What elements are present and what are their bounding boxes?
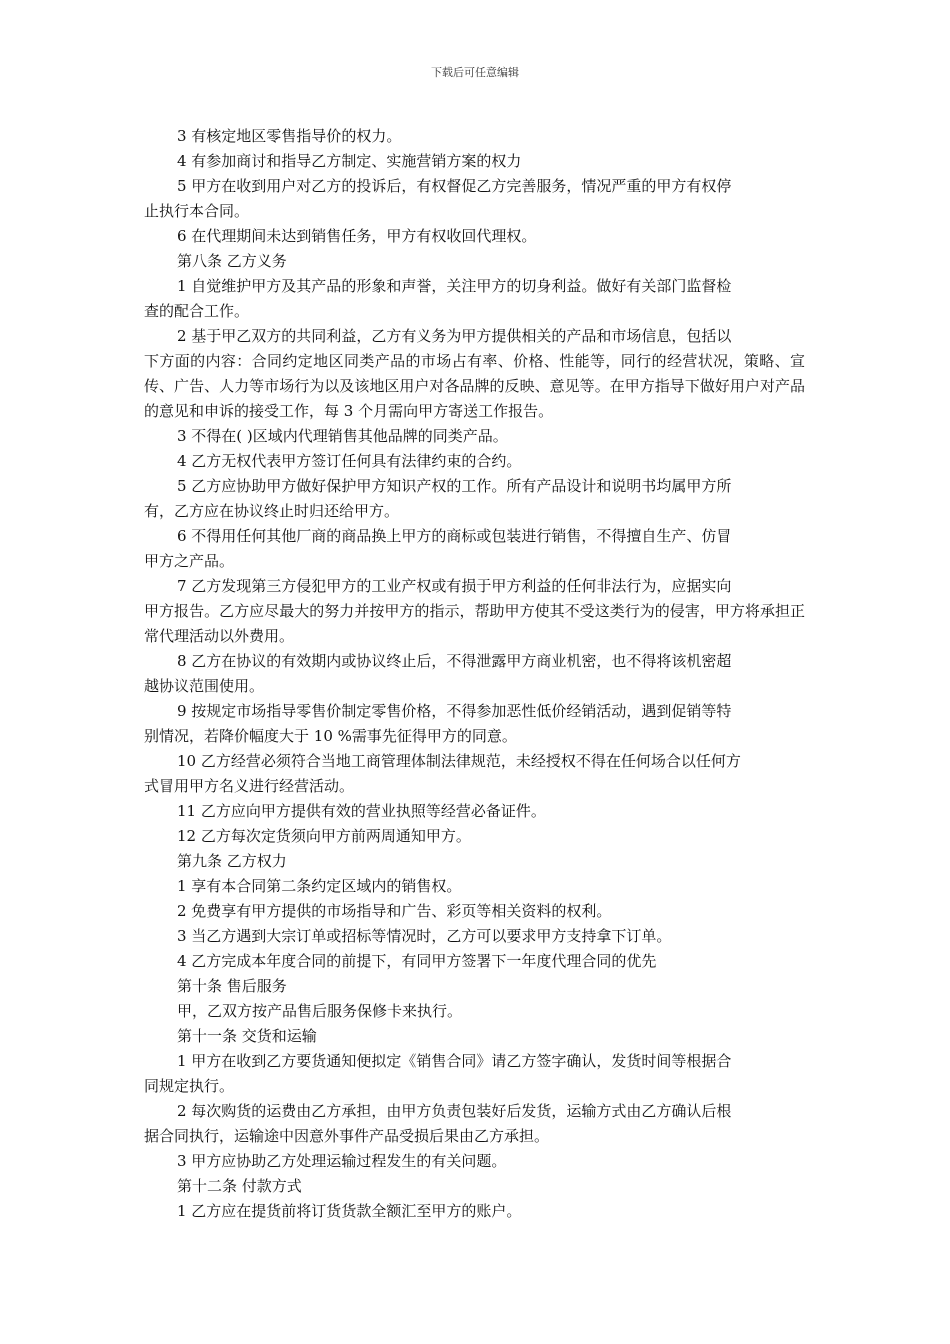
paragraph-line: 1 乙方应在提货前将订货货款全额汇至甲方的账户。	[177, 1202, 522, 1220]
paragraph-line: 1 享有本合同第二条约定区域内的销售权。	[177, 877, 462, 895]
paragraph-line: 6 在代理期间未达到销售任务，甲方有权收回代理权。	[177, 227, 537, 245]
paragraph-continuation: 甲方之产品。	[144, 552, 235, 570]
document-body	[144, 124, 805, 1224]
paragraph-line: 8 乙方在协议的有效期内或协议终止后，不得泄露甲方商业机密，也不得将该机密超	[177, 652, 732, 670]
paragraph-line: 2 每次购货的运费由乙方承担，由甲方负责包装好后发货，运输方式由乙方确认后根	[177, 1102, 732, 1120]
paragraph-continuation: 越协议范围使用。	[144, 677, 265, 695]
page-header: 下载后可任意编辑	[431, 66, 519, 79]
paragraph-line: 12 乙方每次定货须向甲方前两周通知甲方。	[177, 827, 471, 845]
paragraph-line: 9 按规定市场指导零售价制定零售价格，不得参加恶性低价经销活动，遇到促销等特	[177, 702, 732, 720]
paragraph-line: 第八条 乙方义务	[177, 252, 287, 270]
paragraph-line: 甲，乙双方按产品售后服务保修卡来执行。	[177, 1002, 463, 1020]
paragraph-line: 3 不得在( )区域内代理销售其他品牌的同类产品。	[177, 427, 508, 445]
paragraph-line: 第十一条 交货和运输	[177, 1027, 317, 1045]
paragraph-line: 2 基于甲乙双方的共同利益，乙方有义务为甲方提供相关的产品和市场信息，包括以	[177, 327, 732, 345]
paragraph-line: 1 自觉维护甲方及其产品的形象和声誉，关注甲方的切身利益。做好有关部门监督检	[177, 277, 732, 295]
paragraph-line: 2 免费享有甲方提供的市场指导和广告、彩页等相关资料的权利。	[177, 902, 612, 920]
paragraph-line: 10 乙方经营必须符合当地工商管理体制法律规范，未经授权不得在任何场合以任何方	[177, 752, 741, 770]
paragraph-line: 7 乙方发现第三方侵犯甲方的工业产权或有损于甲方利益的任何非法行为，应据实向	[177, 577, 732, 595]
paragraph-line: 4 乙方无权代表甲方签订任何具有法律约束的合约。	[177, 452, 522, 470]
paragraph-line: 4 有参加商讨和指导乙方制定、实施营销方案的权力	[177, 152, 522, 170]
paragraph-continuation: 查的配合工作。	[144, 302, 250, 320]
paragraph-line: 3 甲方应协助乙方处理运输过程发生的有关问题。	[177, 1152, 507, 1170]
paragraph-continuation: 有，乙方应在协议终止时归还给甲方。	[144, 502, 400, 520]
paragraph-continuation: 别情况，若降价幅度大于 10 %需事先征得甲方的同意。	[144, 727, 517, 745]
paragraph-continuation: 下方面的内容：合同约定地区同类产品的市场占有率、价格、性能等，同行的经营状况，策略、宣传、广告、人力等市场行为以及该地区用户对各品牌的反映、意见等。在甲方指导下做好用户对产品的意见和申诉的接受工作，每 3 个月需向甲方寄送工作报告。	[144, 352, 805, 420]
paragraph-line: 第十二条 付款方式	[177, 1177, 302, 1195]
paragraph-line: 3 当乙方遇到大宗订单或招标等情况时，乙方可以要求甲方支持拿下订单。	[177, 927, 672, 945]
paragraph-line: 5 甲方在收到用户对乙方的投诉后，有权督促乙方完善服务，情况严重的甲方有权停	[177, 177, 732, 195]
paragraph-continuation: 据合同执行，运输途中因意外事件产品受损后果由乙方承担。	[144, 1127, 550, 1145]
paragraph-line: 4 乙方完成本年度合同的前提下，有同甲方签署下一年度代理合同的优先	[177, 952, 657, 970]
paragraph-line: 3 有核定地区零售指导价的权力。	[177, 127, 402, 145]
paragraph-continuation: 甲方报告。乙方应尽最大的努力并按甲方的指示，帮助甲方使其不受这类行为的侵害，甲方将承担正常代理活动以外费用。	[144, 602, 805, 645]
paragraph-continuation: 同规定执行。	[144, 1077, 235, 1095]
paragraph-continuation: 止执行本合同。	[144, 202, 250, 220]
paragraph-line: 第十条 售后服务	[177, 977, 287, 995]
paragraph-line: 第九条 乙方权力	[177, 852, 287, 870]
paragraph-continuation: 式冒用甲方名义进行经营活动。	[144, 777, 355, 795]
paragraph-line: 6 不得用任何其他厂商的商品换上甲方的商标或包装进行销售，不得擅自生产、仿冒	[177, 527, 732, 545]
paragraph-line: 11 乙方应向甲方提供有效的营业执照等经营必备证件。	[177, 802, 546, 820]
paragraph-line: 1 甲方在收到乙方要货通知便拟定《销售合同》请乙方签字确认，发货时间等根据合	[177, 1052, 732, 1070]
paragraph-line: 5 乙方应协助甲方做好保护甲方知识产权的工作。所有产品设计和说明书均属甲方所	[177, 477, 732, 495]
